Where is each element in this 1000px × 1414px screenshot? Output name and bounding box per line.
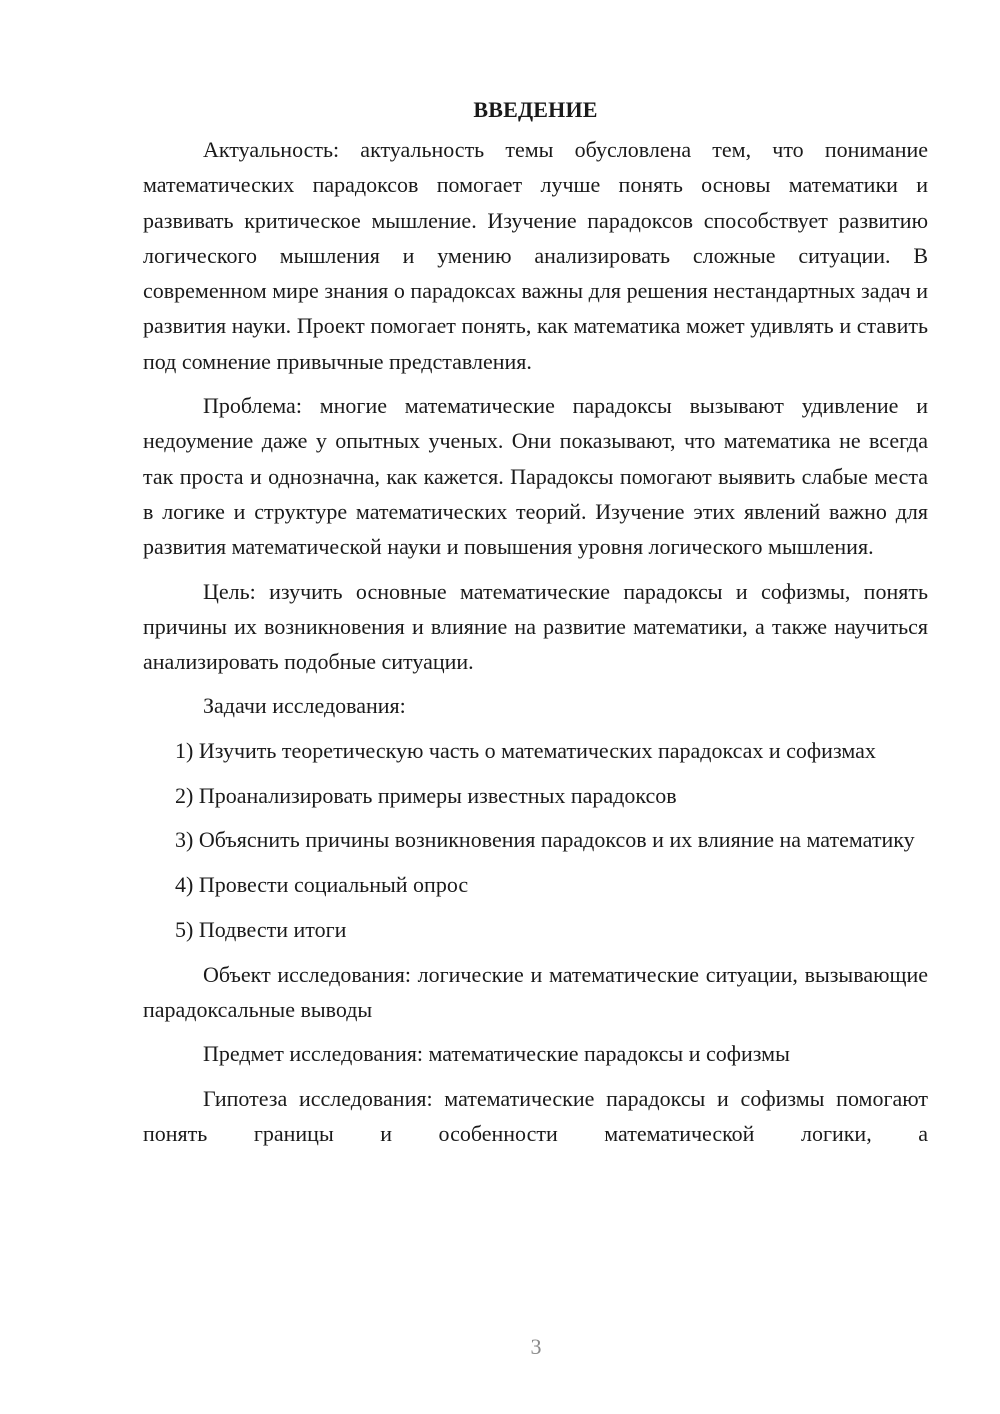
tasks-heading: Задачи исследования: <box>203 693 406 719</box>
document-page <box>143 92 928 1159</box>
task-item: 4) Провести социальный опрос <box>175 872 469 898</box>
section-title: ВВЕДЕНИЕ <box>473 97 598 122</box>
goal-paragraph: Цель: изучить основные математические парадоксы и софизмы, понять причины их возникновения и влияние на развитие математики, а также научиться анализировать подобные ситуации. <box>143 578 928 675</box>
task-item: 2) Проанализировать примеры известных парадоксов <box>175 782 677 808</box>
subject-paragraph: Предмет исследования: математические парадоксы и софизмы <box>203 1041 790 1067</box>
problem-paragraph: Проблема: многие математические парадоксы вызывают удивление и недоумение даже у опытных ученых. Они показывают, что математика не всегда так проста и однозначна, как кажется. Парадоксы помогают выявить слабые места в логике и структуре математических теорий. Изучение этих явлений важно для развития математической науки и повышения уровня логического мышления. <box>143 393 928 560</box>
object-paragraph: Объект исследования: логические и математические ситуации, вызывающие парадоксальные выводы <box>143 961 928 1023</box>
page-number: 3 <box>530 1334 542 1359</box>
task-item: 3) Объяснить причины возникновения парадоксов и их влияние на математику <box>175 827 915 853</box>
task-item: 5) Подвести итоги <box>175 916 347 942</box>
relevance-paragraph: Актуальность: актуальность темы обусловлена тем, что понимание математических парадоксов помогает лучше понять основы математики и развивать критическое мышление. Изучение парадоксов способствует развитию логического мышления и умению анализировать сложные ситуации. В современном мире знания о парадоксах важны для решения нестандартных задач и развития науки. Проект помогает понять, как математика может удивлять и ставить под сомнение привычные представления. <box>143 137 928 374</box>
hypothesis-paragraph: Гипотеза исследования: математические парадоксы и софизмы помогают понять границы и особенности математической логики, а <box>143 1085 928 1146</box>
task-item: 1) Изучить теоретическую часть о математических парадоксах и софизмах <box>175 737 876 763</box>
